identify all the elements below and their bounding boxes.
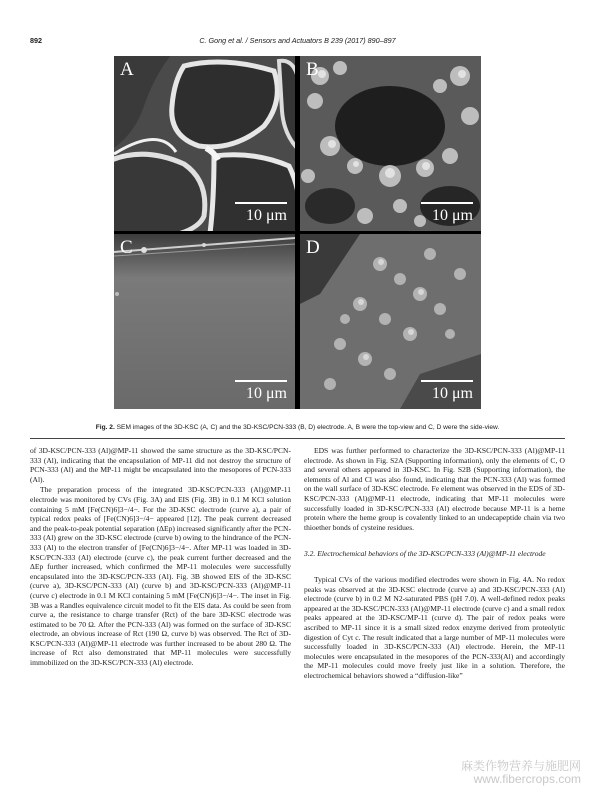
page-number: 892	[30, 36, 42, 45]
watermark-line-1: 麻类作物营养与施肥网	[460, 759, 581, 773]
panel-c	[114, 234, 295, 409]
sem-figure	[114, 56, 481, 409]
panel-d	[300, 234, 481, 409]
panel-d-scale-bar	[421, 380, 473, 382]
panel-a-scale-bar	[235, 202, 287, 204]
watermark	[461, 760, 581, 786]
panel-b-label: B	[306, 59, 319, 80]
panel-b-scale-label: 10 μm	[431, 207, 473, 224]
panel-d-label: D	[306, 237, 320, 258]
panel-c-scale-bar	[235, 380, 287, 382]
panel-a-scale-label: 10 μm	[245, 207, 287, 224]
left-paragraph-2: The preparation process of the integrated 3D-KSC/PCN-333 (Al)@MP-11 electrode was monitored by CVs (Fig. 3A) and EIS (Fig. 3B) in 0.1 M KCl solution containing 5 mM [Fe(CN)6]3−/4−. For the 3D-KSC electrode (curve a), a pair of typical redox peaks of [Fe(CN)6]3−/4− appeared [12]. The peak current decreased and the peak-to-peak potential separation (ΔEp) increased significantly after the PCN-333 (Al) grew on the 3D-KSC electrode (curve b) owing to the hindrance of the PCN-333 (Al) to the electron transfer of [Fe(CN)6]3−/4−. After MP-11 was loaded in 3D-KSC/PCN-333 (Al) electrode (curve c), the peak current further decreased and the ΔEp further increased, which confirmed the MP-11 molecules were successfully encapsulated into the 3D-KSC/PCN-333 (Al). Fig. 3B showed EIS of the 3D-KSC (curve a), 3D-KSC/PCN-333 (Al) (curve b) and 3D-KSC/PCN-333 (Al)@MP-11 (curve c) electrode in 0.1 M KCl containing 5 mM [Fe(CN)6]3−/4−. The inset in Fig. 3B was a Randles equivalence circuit model to fit the EIS data. As could be seen from curve a, the resistance to charge transfer (Rct) of the bare 3D-KSC electrode was estimated to be 70 Ω. After the PCN-333 (Al) was formed on the surface of 3D-KSC electrode, an obvious increase of Rct (190 Ω, curve b) was observed. The Rct of 3D-KSC/PCN-333 (Al)@MP-11 electrode was further increased to be about 280 Ω. The increase of Rct also demonstrated that MP-11 molecules were successfully immobilized on the 3D-KSC/PCN-333 (Al) electrode.	[30, 485, 291, 668]
left-column	[30, 446, 291, 668]
journal-citation: C. Gong et al. / Sensors and Actuators B 239 (2017) 890–897	[199, 36, 396, 45]
panel-c-scale-label: 10 μm	[245, 385, 287, 402]
panel-c-label: C	[120, 237, 133, 258]
caption-divider	[30, 438, 565, 439]
watermark-line-2: www.fibercrops.com	[473, 772, 581, 786]
figure-caption-text: SEM images of the 3D-KSC (A, C) and the 3D-KSC/PCN-333 (B, D) electrode. A, B were the top-view and C, D were the side-view.	[114, 424, 500, 431]
panel-a-image	[114, 56, 295, 231]
panel-b	[300, 56, 481, 231]
panel-a	[114, 56, 295, 231]
panel-a-label: A	[120, 59, 134, 80]
panel-d-scale-label: 10 μm	[431, 385, 473, 402]
right-paragraph-2: Typical CVs of the various modified electrodes were shown in Fig. 4A. No redox peaks was observed at the 3D-KSC electrode (curve a) and 3D-KSC/PCN-333 (Al) electrode (curve b) in 0.2 M N2-saturated PBS (pH 7.0). A well-defined redox peaks appeared at the 3D-KSC/PCN-333 (Al)@MP-11 electrode (curve c) and a small redox peaks appeared at the 3D-KSC/MP-11 (curve d). The pair of redox peaks were ascribed to MP-11 since it is a small sized redox enzyme derived from proteolytic digestion of Cyt c. The result indicated that a large number of MP-11 molecules were successfully loaded in 3D-KSC/PCN-333 (Al) electrode. Herein, the MP-11 molecules were encapsulated in the mesopores of the PCN-333(Al) and accordingly the MP-11 molecules could move freely just like in a solution. Therefore, the electrochemical behaviors showed a “diffusion-like”	[304, 574, 565, 680]
figure-caption	[30, 424, 565, 431]
left-paragraph-1: of 3D-KSC/PCN-333 (Al)@MP-11 showed the same structure as the 3D-KSC/PCN-333 (Al), indicating that the encapsulation of MP-11 did not destroy the structure of PCN-333 (Al) and the MP-11 might be encapsulated into the mesopores of PCN-333 (Al).	[30, 446, 291, 484]
panel-b-image	[300, 56, 481, 231]
right-column	[304, 446, 565, 680]
panel-d-image	[300, 234, 481, 409]
panel-b-scale-bar	[421, 202, 473, 204]
running-head	[30, 36, 565, 48]
right-paragraph-1: EDS was further performed to characterize the 3D-KSC/PCN-333 (Al)@MP-11 electrode. As shown in Fig. S2A (Supporting information), only the elements of C, O and several others appeared in 3D-KSC. In Fig. S2B (Supporting information), the elements of Al and Cl was also found, indicating that the PCN-333 (Al) was formed on the wall surface of 3D-KSC electrode. Fe element was observed in the EDS of 3D-KSC/PCN-333 (Al)@MP-11 electrode, indicating that MP-11 molecules were successfully loaded in 3D-KSC/PCN-333 (Al) electrode because MP-11 is a heme protein where the heme group is covalently linked to an undecapeptide chain via two thioether bonds of cysteine residues.	[304, 446, 565, 532]
panel-c-image	[114, 234, 295, 409]
figure-caption-label: Fig. 2.	[95, 424, 115, 431]
section-heading: 3.2. Electrochemical behaviors of the 3D-KSC/PCN-333 (Al)@MP-11 electrode	[304, 549, 546, 559]
